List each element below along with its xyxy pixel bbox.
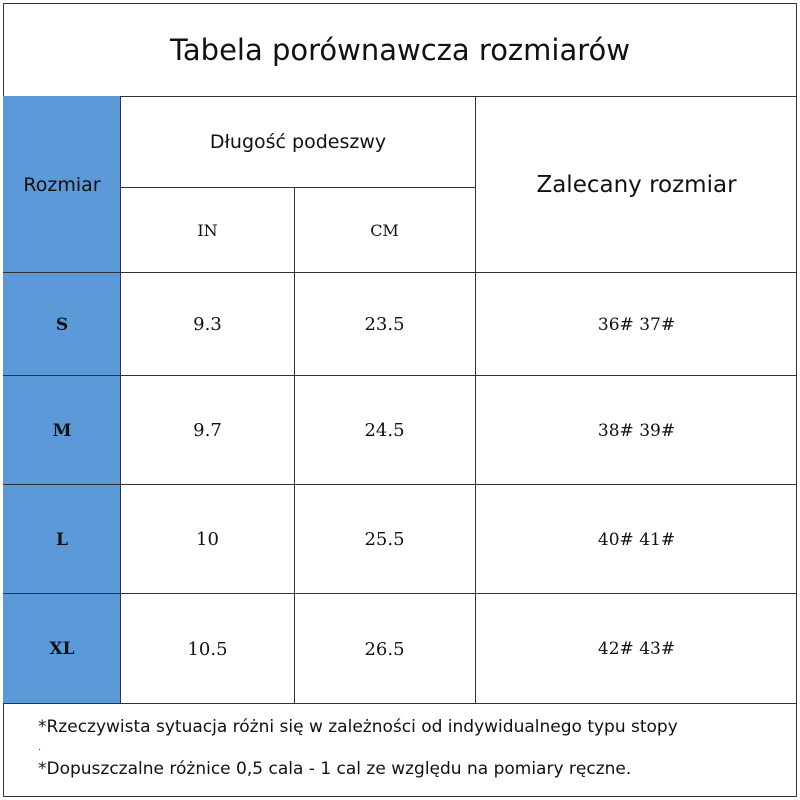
size-cell: M [52, 420, 72, 441]
recommended-size-header: Zalecany rozmiar [536, 171, 737, 198]
footnote-foot-type: *Rzeczywista sytuacja różni się w zależności od indywidualnego typu stopy [38, 717, 678, 737]
unit-in-header: IN [197, 221, 218, 240]
unit-cm-header: CM [370, 221, 399, 240]
size-cell: L [56, 529, 68, 550]
recommended-cell: 42# 43# [597, 639, 676, 659]
sole-length-header: Długość podeszwy [209, 131, 387, 153]
footnote-dot: . [38, 742, 42, 753]
cm-cell: 26.5 [364, 638, 405, 660]
footnotes [38, 716, 778, 780]
recommended-cell: 36# 37# [597, 314, 676, 335]
cm-cell: 25.5 [364, 529, 405, 550]
in-cell: 9.7 [193, 420, 222, 441]
in-cell: 9.3 [193, 314, 222, 335]
cm-cell: 24.5 [364, 420, 405, 441]
size-cell: S [55, 314, 69, 335]
footnote-measurement-tolerance: *Dopuszczalne różnice 0,5 cala - 1 cal ze względu na pomiary ręczne. [38, 759, 632, 779]
size-cell: XL [49, 639, 75, 659]
in-cell: 10 [196, 529, 219, 550]
in-cell: 10.5 [187, 638, 228, 660]
recommended-cell: 40# 41# [597, 529, 676, 550]
cm-cell: 23.5 [364, 314, 405, 335]
recommended-cell: 38# 39# [597, 420, 676, 441]
size-header: Rozmiar [23, 173, 101, 196]
page-title: Tabela porównawcza rozmiarów [3, 3, 797, 97]
